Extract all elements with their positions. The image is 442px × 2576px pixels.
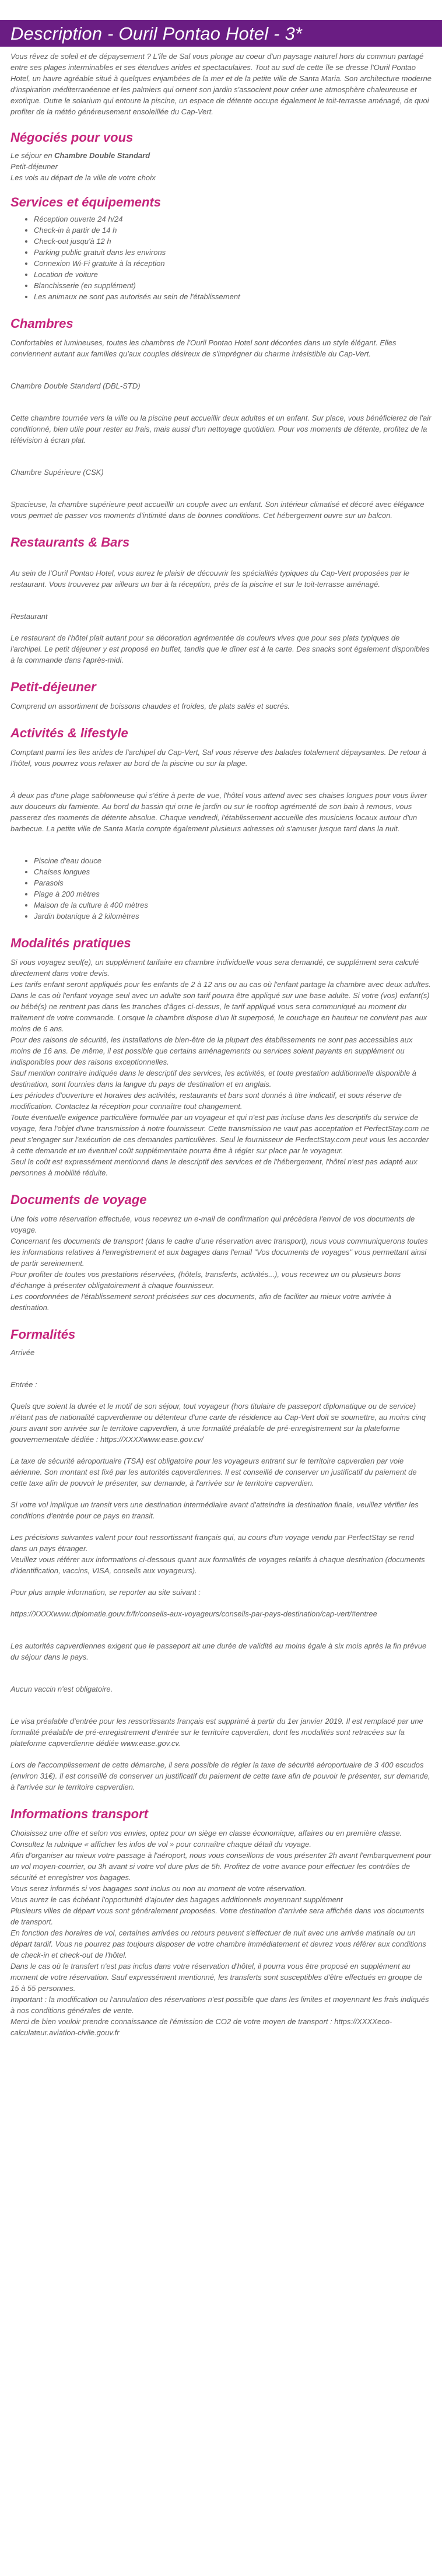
formalites-title: Formalités (10, 1327, 76, 1342)
negocies-title: Négociés pour vous (10, 130, 134, 145)
activites-list (10, 855, 432, 922)
page-title: Description - Ouril Pontao Hotel - 3* (10, 23, 303, 44)
list-item: • Parasols (34, 877, 432, 888)
formalites-p1: Quels que soient la durée et le motif de son séjour, tout voyageur (hors titulaire de passeport diplomatique ou de service) n'étant pas de nationalité capverdienne ou détenteur d'une carte de résidence au Cap-Vert doit se soumettre, au moins cinq jours avant son arrivée sur le territoire capverdien, à une formalité préalable de pré-enregistrement sur la plateforme gouvernementale dédiée : https://XXXXwww.ease.gov.cv/ (10, 1402, 426, 1444)
transport-line: Plusieurs villes de départ vous sont généralement proposées. Votre destination d'arrivée sera affichée dans vos documents de transport. (10, 1906, 425, 1926)
documents-line: Les coordonnées de l'établissement seront précisées sur ces documents, afin de faciliter au mieux votre arrivée à destination. (10, 1292, 391, 1312)
modalites-line: Les tarifs enfant seront appliqués pour les enfants de 2 à 12 ans ou au cas où l'enfant partage la chambre avec deux adultes. Dans le cas où l'enfant voyage seul avec un adulte son tarif pourra être appliqué sur une base adulte. Si votre (vos) enfant(s) ou bébé(s) ne rentrent pas dans les tranches d'âges ci-dessus, le tarif appliqué vous sera communiqué au moment du traitement de votre commande. Lorsque la chambre dispose d'un lit superposé, le couchage en hauteur ne convient pas aux moins de 6 ans. (10, 980, 431, 1033)
documents-line: Une fois votre réservation effectuée, vous recevrez un e-mail de confirmation qui précèdera l'envoi de vos documents de voyage. (10, 1214, 415, 1234)
list-item: • Connexion Wi-Fi gratuite à la réception (34, 258, 432, 269)
chambres-intro: Confortables et lumineuses, toutes les chambres de l'Ouril Pontao Hotel sont décorées dans un style élégant. Elles conviennent autant aux familles qu'aux couples désireux de s'imprégner du charme irrésistible du Cap-Vert. (10, 338, 397, 358)
chambre-standard-text: Cette chambre tournée vers la ville ou la piscine peut accueillir deux adultes et un enfant. Sur place, vous bénéficierez de l'air conditionné, bien utile pour rester au frais, mais aussi d'un nettoyage quotidien. Pour vos moments de détente, profitez de la télévision à écran plat. (10, 414, 432, 444)
petitdej-text: Comprend un assortiment de boissons chaudes et froides, de plats salés et sucrés. (10, 702, 290, 710)
modalites-title: Modalités pratiques (10, 936, 131, 950)
petitdej-title: Petit-déjeuner (10, 680, 96, 694)
list-item: • Piscine d'eau douce (34, 855, 432, 866)
chambre-superieure-text: Spacieuse, la chambre supérieure peut accueillir un couple avec un enfant. Son intérieur climatisé et décoré avec élégance vous permet de passer vos moments d'intimité dans de bonnes conditions. Cet hébergement ouvre sur un balcon. (10, 500, 425, 520)
chambre-superieure-title: Chambre Supérieure (CSK) (10, 468, 104, 477)
transport-line: Important : la modification ou l'annulation des réservations n'est possible que dans les limites et moyennant les frais indiqués à nos conditions générales de vente. (10, 1995, 429, 2015)
documents-line: Concernant les documents de transport (dans le cadre d'une réservation avec transport), nous vous communiquerons toutes les informations relatives à l'enregistrement et aux bagages dans l'email "Vos documents de voyages" vous permettant ainsi de partir sereinement. (10, 1237, 428, 1268)
formalites-p4: Les précisions suivantes valent pour tout ressortissant français qui, au cours d'un voyage vendu par PerfectStay se rend dans un pays étranger. (10, 1533, 414, 1553)
list-item: • Check-out jusqu'à 12 h (34, 236, 432, 247)
transport-text (10, 1828, 432, 2038)
documents-title: Documents de voyage (10, 1192, 147, 1207)
intro-text: Vous rêvez de soleil et de dépaysement ? L'île de Sal vous plonge au coeur d'un paysage naturel hors du commun partagé entre ses plages interminables et ses étendues arides et spectaculaires. Tout au sud de cette île se dresse l'Ouril Pontao Hotel, un havre agréable situé à quelques enjambées de la mer et de la petite ville de Santa Maria. Son architecture moderne d'inspiration méditerranéenne et les palmiers qui ornent son jardin s'associent pour créer une atmosphère chaleureuse et exotique. Outre le solarium qui entoure la piscine, un espace de détente occupe également le toit-terrasse aménagé, de quoi profiter de la météo généreusement ensoleillée du Cap-Vert. (10, 52, 432, 116)
negocies-line-1: Le séjour en Chambre Double Standard (10, 151, 150, 160)
list-item: • Jardin botanique à 2 kilomètres (34, 911, 432, 922)
list-item: • Parking public gratuit dans les environs (34, 247, 432, 258)
formalites-p8: Aucun vaccin n'est obligatoire. (10, 1685, 113, 1693)
restaurants-text: Au sein de l'Ouril Pontao Hotel, vous aurez le plaisir de découvrir les spécialités typiques du Cap-Vert proposées par le restaurant. Vous trouverez par ailleurs un bar à la réception, près de la piscine et sur le toit-terrasse aménagé. (10, 569, 410, 589)
chambre-standard-title: Chambre Double Standard (DBL-STD) (10, 382, 141, 390)
documents-text (10, 1213, 432, 1313)
description-header (0, 20, 442, 47)
transport-line: Merci de bien vouloir prendre connaissance de l'émission de CO2 de votre moyen de transport : https://XXXXeco-calculateur.aviation-civile.gouv.fr (10, 2017, 392, 2037)
modalites-text (10, 957, 432, 1178)
chambres-title: Chambres (10, 316, 73, 331)
list-item: • Réception ouverte 24 h/24 (34, 214, 432, 225)
restaurant-text: Le restaurant de l'hôtel plait autant pour sa décoration agrémentée de couleurs vives que pour ses plats typiques de l'archipel. Le petit déjeuner y est proposé en buffet, tandis que le dîner est à la carte. Des snacks sont également disponibles à la commande dans l'après-midi. (10, 634, 430, 664)
activites-title: Activités & lifestyle (10, 726, 128, 740)
transport-line: Afin d'organiser au mieux votre passage à l'aéroport, nous vous conseillons de vous présenter 2h avant l'embarquement pour un vol moyen-courrier, ou 3h avant si votre vol dure plus de 5h. Profitez de votre avance pour effectuer les contrôles de sécurité et enregistrer vos bagages. (10, 1851, 432, 1882)
formalites-p2: La taxe de sécurité aéroportuaire (TSA) est obligatoire pour les voyageurs entrant sur le territoire capverdien par voie aérienne. Son montant est fixé par les autorités capverdiennes. Il est conseillé de conserver un justificatif du paiement de cette taxe afin de pouvoir le présenter, sur demande, à l'arrivée sur le territoire capverdien. (10, 1457, 417, 1488)
list-item: • Location de voiture (34, 269, 432, 280)
transport-line: Vous aurez le cas échéant l'opportunité d'ajouter des bagages additionnels moyennant supplément (10, 1895, 343, 1904)
list-item: • Chaises longues (34, 866, 432, 877)
negocies-line-2: Petit-déjeuner (10, 162, 58, 171)
modalites-line: Si vous voyagez seul(e), un supplément tarifaire en chambre individuelle vous sera demandé, ce supplément sera calculé directement dans votre devis. (10, 958, 419, 978)
activites-text-2: À deux pas d'une plage sablonneuse qui s'étire à perte de vue, l'hôtel vous attend avec ses chaises longues pour vous livrer aux douceurs du farniente. Au bord du bassin qui orne le jardin ou sur le rooftop agrémenté de son bain à remous, vous passerez des moments de détente absolue. Chaque vendredi, l'établissement accueille des musiciens locaux autour d'un barbecue. La petite ville de Santa Maria compte également plusieurs adresses où s'amuser jusque tard dans la nuit. (10, 791, 427, 833)
formalites-p5: Veuillez vous référer aux informations ci-dessous quant aux formalités de voyages relatifs à chaque destination (documents d'identification, vaccins, VISA, conseils aux voyageurs). (10, 1555, 425, 1575)
formalites-entree: Entrée : (10, 1380, 37, 1389)
page (0, 20, 442, 2576)
transport-line: En fonction des horaires de vol, certaines arrivées ou retours peuvent s'effectuer de nuit avec une arrivée matinale ou un départ tardif. Vous ne pourrez pas toujours disposer de votre chambre immédiatement et devrez vous référer aux conditions de check-in et check-out de l'hôtel. (10, 1929, 426, 1959)
formalites-p7: Les autorités capverdiennes exigent que le passeport ait une durée de validité au moins égale à six mois après la fin prévue du séjour dans le pays. (10, 1642, 427, 1661)
modalites-line: Les périodes d'ouverture et horaires des activités, restaurants et bars sont donnés à titre indicatif, et sous réserve de modification. Contactez la réception pour connaître tout changement. (10, 1091, 402, 1111)
restaurants-title: Restaurants & Bars (10, 535, 130, 550)
description-content (0, 51, 442, 2038)
formalites-link[interactable]: https://XXXXwww.diplomatie.gouv.fr/fr/conseils-aux-voyageurs/conseils-par-pays-destination/cap-vert/#entree (10, 1609, 377, 1618)
services-title: Services et équipements (10, 195, 162, 209)
modalites-line: Seul le coût est expressément mentionné dans le descriptif des services et de l'hébergement, l'hôtel n'est pas adapté aux personnes à mobilité réduite. (10, 1157, 418, 1177)
formalites-p10: Lors de l'accomplissement de cette démarche, il sera possible de régler la taxe de sécurité aéroportuaire de 3 400 escudos (environ 31€). Il est conseillé de conserver un justificatif du paiement de cette taxe afin de pouvoir le présenter, sur demande, à l'arrivée sur le territoire capverdien. (10, 1760, 430, 1791)
formalites-p6: Pour plus ample information, se reporter au site suivant : (10, 1588, 201, 1597)
modalites-line: Pour des raisons de sécurité, les installations de bien-être de la plupart des établissements ne sont pas accessibles aux moins de 16 ans. De même, il est possible que certains aménagements ou services soient payants en supplément ou indisponibles pour des raisons exceptionnelles. (10, 1035, 413, 1066)
services-list (10, 214, 432, 302)
list-item: • Maison de la culture à 400 mètres (34, 900, 432, 911)
formalites-p9: Le visa préalable d'entrée pour les ressortissants français est supprimé à partir du 1er janvier 2019. Il est remplacé par une formalité préalable de pré-enregistrement d'entrée sur le territoire capverdien, dont les modalités sont retracées sur la plateforme capverdienne dédiée www.ease.gov.cv. (10, 1717, 423, 1748)
transport-line: Dans le cas où le transfert n'est pas inclus dans votre réservation d'hôtel, il pourra vous être proposé en supplément au moment de votre réservation. Sauf expressément mentionné, les transferts sont susceptibles d'être effectués en groupe de 15 à 55 personnes. (10, 1962, 423, 1993)
list-item: • Check-in à partir de 14 h (34, 225, 432, 236)
transport-line: Choisissez une offre et selon vos envies, optez pour un siège en classe économique, affaires ou en première classe. (10, 1829, 402, 1838)
formalites-arrivee: Arrivée (10, 1348, 35, 1357)
restaurant-subtitle: Restaurant (10, 612, 48, 621)
list-item: • Plage à 200 mètres (34, 888, 432, 900)
list-item: • Blanchisserie (en supplément) (34, 280, 432, 291)
transport-line: Consultez la rubrique « afficher les infos de vol » pour connaître chaque détail du voyage. (10, 1840, 311, 1849)
transport-line: Vous serez informés si vos bagages sont inclus ou non au moment de votre réservation. (10, 1884, 307, 1893)
transport-title: Informations transport (10, 1807, 148, 1821)
negocies-line-3: Les vols au départ de la ville de votre choix (10, 173, 156, 182)
modalites-line: Toute éventuelle exigence particulière formulée par un voyageur et qui n'est pas incluse dans les descriptifs du service de voyage, fera l'objet d'une transmission à notre fournisseur. Cette transmission ne vaut pas acceptation et PerfectStay.com ne peut s'engager sur l'exécution de ces demandes particulières. Seul le fournisseur de PerfectStay.com peut vous les accorder à cette demande et un éventuel coût supplémentaire pourra être à régler sur place par le voyageur. (10, 1113, 430, 1155)
modalites-line: Sauf mention contraire indiquée dans le descriptif des services, les activités, et toute prestation additionnelle disponible à destination, sont fournies dans la langue du pays de destination et en anglais. (10, 1069, 416, 1088)
documents-line: Pour profiter de toutes vos prestations réservées, (hôtels, transferts, activités...), vous recevrez un ou plusieurs bons d'échange à présenter obligatoirement à chaque fournisseur. (10, 1270, 401, 1290)
formalites-p3: Si votre vol implique un transit vers une destination intermédiaire avant d'atteindre la destination finale, veuillez vérifier les conditions d'entrée pour ce pays en transit. (10, 1500, 419, 1520)
activites-text-1: Comptant parmi les îles arides de l'archipel du Cap-Vert, Sal vous réserve des balades totalement dépaysantes. De retour à l'hôtel, vous pourrez vous relaxer au bord de la piscine ou sur la plage. (10, 748, 427, 768)
list-item: • Les animaux ne sont pas autorisés au sein de l'établissement (34, 291, 432, 302)
